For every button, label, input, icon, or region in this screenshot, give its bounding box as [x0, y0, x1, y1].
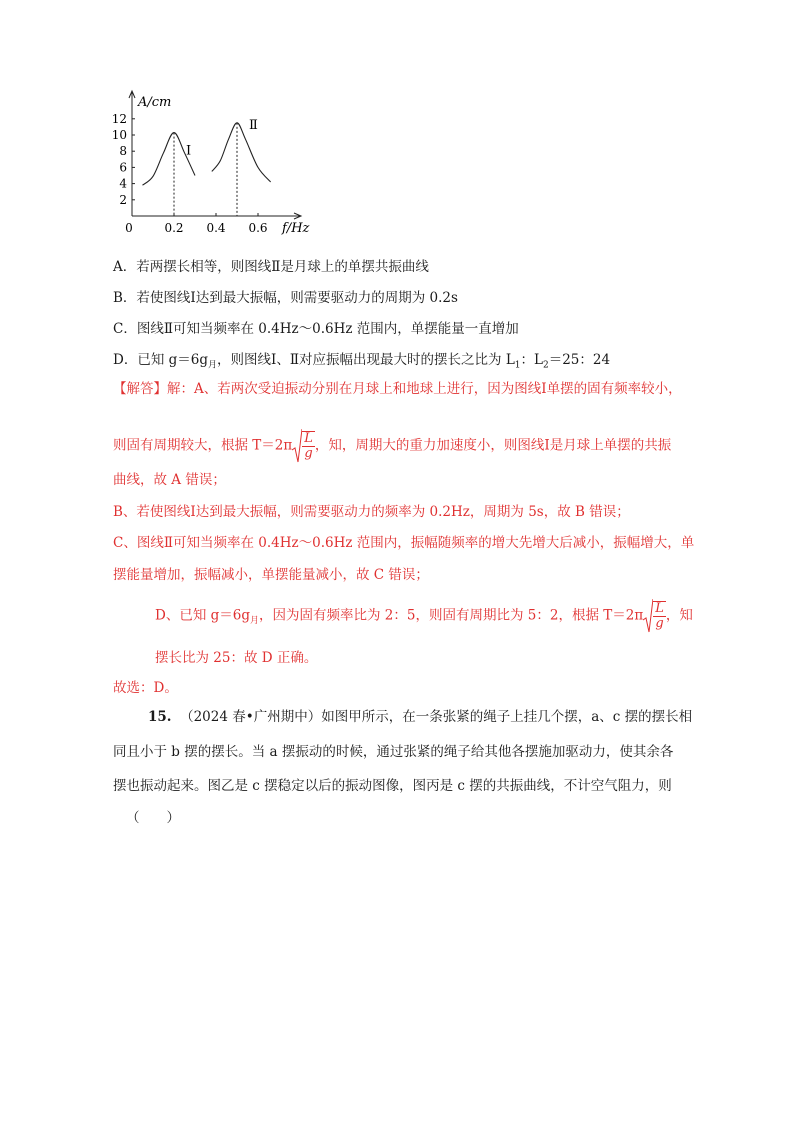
chart-ticks — [112, 112, 268, 235]
answer-line-1: 【解答】解：A、若两次受迫振动分别在月球上和地球上进行，因为图线Ⅰ单摆的固有频率较小， — [113, 381, 682, 397]
option-d: D．已知 $g=6g_月$，则图线Ⅰ、Ⅱ对应振幅出现最大时的摆长之比为 $L_1$：$L_2=25$：24 — [113, 352, 611, 371]
curve-label: Ⅰ — [186, 143, 192, 159]
question-number: 15. — [148, 709, 172, 725]
answer-line-8: 摆长比为 25：故 D 正确。 — [155, 650, 318, 666]
sqrt-formula: $\frac{L}{g}$ — [292, 428, 315, 464]
y-tick-label: 10 — [111, 128, 127, 142]
x-tick-label: 0.2 — [164, 221, 184, 235]
answer-line-2: 则固有周期较大，根据 T＝2π $\frac{L}{g}$ ，知，周期大的重力加速度小，则图线Ⅰ是月球上单摆的共振 — [113, 428, 671, 464]
question-15-line-1: 15. （2024 春•广州期中）如图甲所示，在一条张紧的绳子上挂几个摆，a、c 摆的摆长相 — [148, 709, 693, 725]
curve-label: Ⅱ — [249, 117, 258, 133]
answer-line-5: C、图线Ⅱ可知当频率在 0.4Hz～0.6Hz 范围内，振幅随频率的增大先增大后减小，振幅增大，单 — [113, 535, 695, 551]
answer-tag: 【解答】 — [113, 381, 167, 397]
y-tick-label: 6 — [119, 160, 127, 175]
answer-choice: 故选：D。 — [113, 680, 178, 696]
question-15-line-4: （ ） — [126, 810, 180, 826]
resonance-curve — [143, 133, 196, 186]
chart-curves — [143, 118, 271, 216]
answer-line-3: 曲线，故 A 错误； — [113, 472, 226, 488]
y-tick-label: 8 — [119, 144, 127, 159]
x-tick-label: 0 — [125, 221, 133, 235]
answer-line-4: B、若使图线Ⅰ达到最大振幅，则需要驱动力的频率为 0.2Hz，周期为 5s，故 B 错误； — [113, 504, 630, 520]
question-15-line-3: 摆也振动起来。图乙是 c 摆稳定以后的振动图像，图丙是 c 摆的共振曲线，不计空气阻力，则 — [113, 778, 672, 794]
answer-line-7: D、已知 $g=6g_月$，因为固有频率比为 2：5，则固有周期比为 5：2，根据 T＝2π $\frac{L}{g}$ ，知 — [155, 598, 693, 634]
resonance-chart — [110, 88, 320, 236]
chart-axes — [129, 91, 301, 219]
option-a: A．若两摆长相等，则图线Ⅱ是月球上的单摆共振曲线 — [113, 259, 429, 275]
x-axis-label: f/Hz — [282, 221, 310, 236]
resonance-curve — [212, 123, 271, 182]
y-tick-label: 12 — [111, 111, 127, 126]
question-15-line-2: 同且小于 b 摆的摆长。当 a 摆振动的时候，通过张紧的绳子给其他各摆施加驱动力，使其余各 — [113, 744, 674, 760]
y-axis-label: A/cm — [138, 95, 172, 110]
answer-line-6: 摆能量增加，振幅减小，单摆能量减小，故 C 错误； — [113, 567, 429, 583]
x-tick-label: 0.6 — [248, 221, 268, 235]
y-tick-label: 4 — [119, 176, 127, 191]
x-tick-label: 0.4 — [206, 221, 226, 235]
option-b: B．若使图线Ⅰ达到最大振幅，则需要驱动力的周期为 0.2s — [113, 290, 458, 306]
option-c: C．图线Ⅱ可知当频率在 0.4Hz～0.6Hz 范围内，单摆能量一直增加 — [113, 321, 519, 337]
y-tick-label: 2 — [119, 192, 127, 207]
sqrt-formula-2: $\frac{L}{g}$ — [643, 598, 666, 634]
